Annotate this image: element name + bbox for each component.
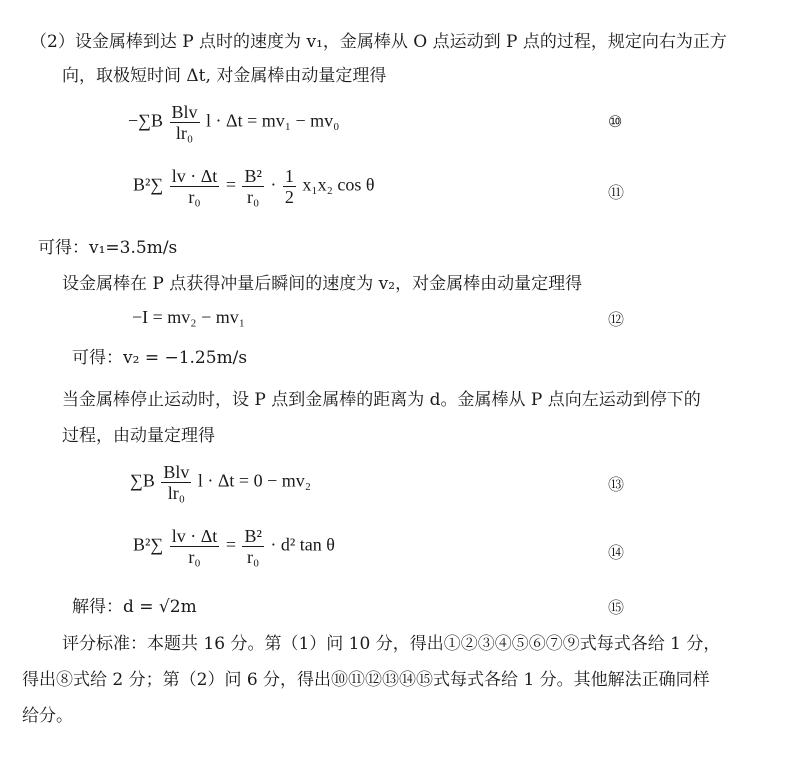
scoring-line-3: 给分。 [22,706,73,726]
equation-12: −I = mv₂ − mv₁ [132,307,246,327]
equation-number-15: ⑮ [608,598,625,617]
paragraph-2: 设金属棒在 P 点获得冲量后瞬间的速度为 v₂，对金属棒由动量定理得 [62,274,583,294]
equation-14: B²∑ $\frac{lv \cdot \Delta t}{\text{r₀}}$ = $\frac{\text{B²}}{\text{r₀}}$ · d² tan θ [133,526,335,567]
equation-10: −∑B $\frac{\text{Blv}}{\text{lr₀}}$ l · Δt = mv₁ − mv₀ [128,102,340,143]
equation-number-14: ⑭ [608,543,625,562]
scoring-line-1: 评分标准：本题共 16 分。第（1）问 10 分，得出①②③④⑤⑥⑦⑨式每式各给 1 分， [62,634,721,654]
paragraph-3-line-2: 过程，由动量定理得 [62,426,215,446]
paragraph-1-line-1: （2）设金属棒到达 P 点时的速度为 v₁，金属棒从 O 点运动到 P 点的过程，规定向右为正方 [30,32,727,52]
equation-11: B²∑ $\frac{lv \cdot \Delta t}{\text{r₀}}$ = $\frac{\text{B²}}{\text{r₀}}$ · $\frac{1}{2}$ x₁x₂ cos θ [133,166,375,207]
result-v1: 可得：v₁=3.5m/s [38,238,178,258]
result-d: 解得：d = √2m [72,597,197,617]
equation-number-12: ⑫ [608,310,625,329]
equation-13: ∑B $\frac{\text{Blv}}{\text{lr₀}}$ l · Δt = 0 − mv₂ [130,462,312,503]
equation-number-11: ⑪ [608,183,625,202]
paragraph-1-line-2: 向，取极短时间 Δt, 对金属棒由动量定理得 [62,66,387,86]
paragraph-3-line-1: 当金属棒停止运动时，设 P 点到金属棒的距离为 d。金属棒从 P 点向左运动到停下的 [62,390,701,410]
scoring-line-2: 得出⑧式给 2 分；第（2）问 6 分，得出⑩⑪⑫⑬⑭⑮式每式各给 1 分。其他解法正确同样 [22,670,710,690]
equation-number-10: ⑩ [608,112,623,131]
result-v2: 可得：v₂ = −1.25m/s [72,348,248,368]
equation-number-13: ⑬ [608,475,625,494]
